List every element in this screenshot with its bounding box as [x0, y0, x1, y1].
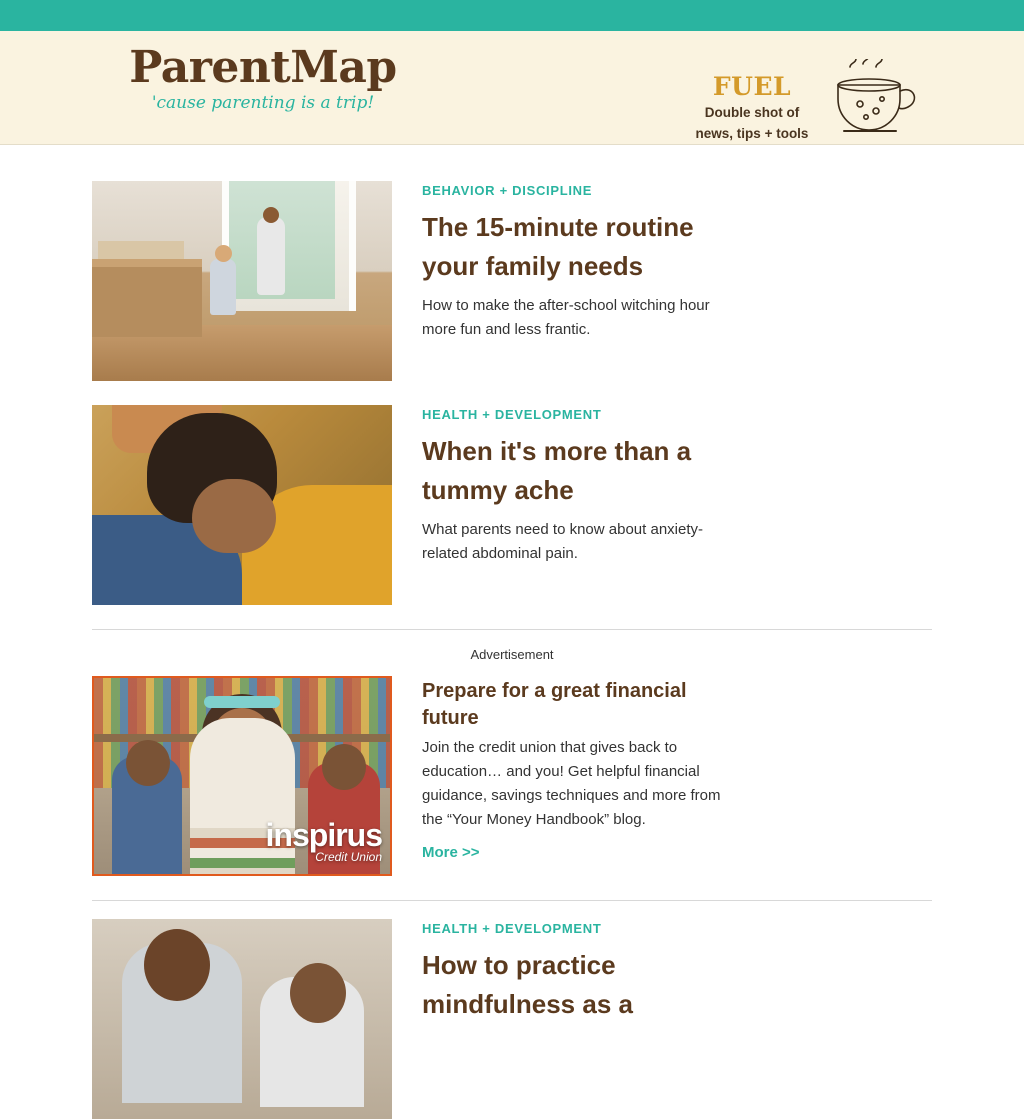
story-thumbnail[interactable] [92, 181, 392, 381]
coffee-cup-icon [830, 59, 922, 137]
fuel-subtitle-line1: Double shot of [704, 105, 800, 120]
story-item[interactable] [92, 181, 932, 381]
top-accent-bar [0, 0, 1024, 31]
story-kicker[interactable]: HEALTH + DEVELOPMENT [422, 921, 602, 936]
advertisement-image[interactable] [92, 676, 392, 876]
story-headline[interactable]: When it's more than a tummy ache [422, 436, 692, 505]
advertisement-item[interactable] [92, 676, 932, 876]
logo-tagline: 'cause parenting is a trip! [151, 93, 375, 113]
sponsor-name: inspirus [265, 817, 382, 853]
advertisement-more-link[interactable]: More >> [422, 844, 480, 861]
story-headline[interactable]: How to practice mindfulness as a [422, 950, 633, 1019]
advertisement-body: Join the credit union that gives back to education… and you! Get helpful financial guidance, savings techniques and more from the “Your Money Handbook” blog. [422, 739, 721, 828]
story-headline[interactable]: The 15-minute routine your family needs [422, 212, 694, 281]
parentmap-logo[interactable] [98, 41, 428, 113]
logo-wordmark: ParentMap [129, 42, 397, 93]
story-dek: How to make the after-school witching hour more fun and less frantic. [422, 297, 710, 338]
story-thumbnail[interactable] [92, 405, 392, 605]
sponsor-subtitle: Credit Union [315, 850, 382, 864]
newsletter-content [92, 145, 932, 1119]
advertisement-label: Advertisement [470, 647, 554, 662]
story-dek: What parents need to know about anxiety-related abdominal pain. [422, 521, 704, 562]
story-kicker[interactable]: HEALTH + DEVELOPMENT [422, 407, 602, 422]
story-item[interactable] [92, 919, 932, 1119]
masthead [0, 31, 1024, 145]
fuel-masthead-block [672, 73, 832, 143]
story-kicker[interactable]: BEHAVIOR + DISCIPLINE [422, 183, 593, 198]
story-item[interactable] [92, 405, 932, 605]
fuel-title: FUEL [712, 72, 792, 101]
fuel-subtitle-line2: news, tips + tools [695, 126, 809, 141]
story-thumbnail[interactable] [92, 919, 392, 1119]
advertisement-headline[interactable]: Prepare for a great financial future [422, 680, 687, 729]
section-divider [92, 900, 932, 901]
